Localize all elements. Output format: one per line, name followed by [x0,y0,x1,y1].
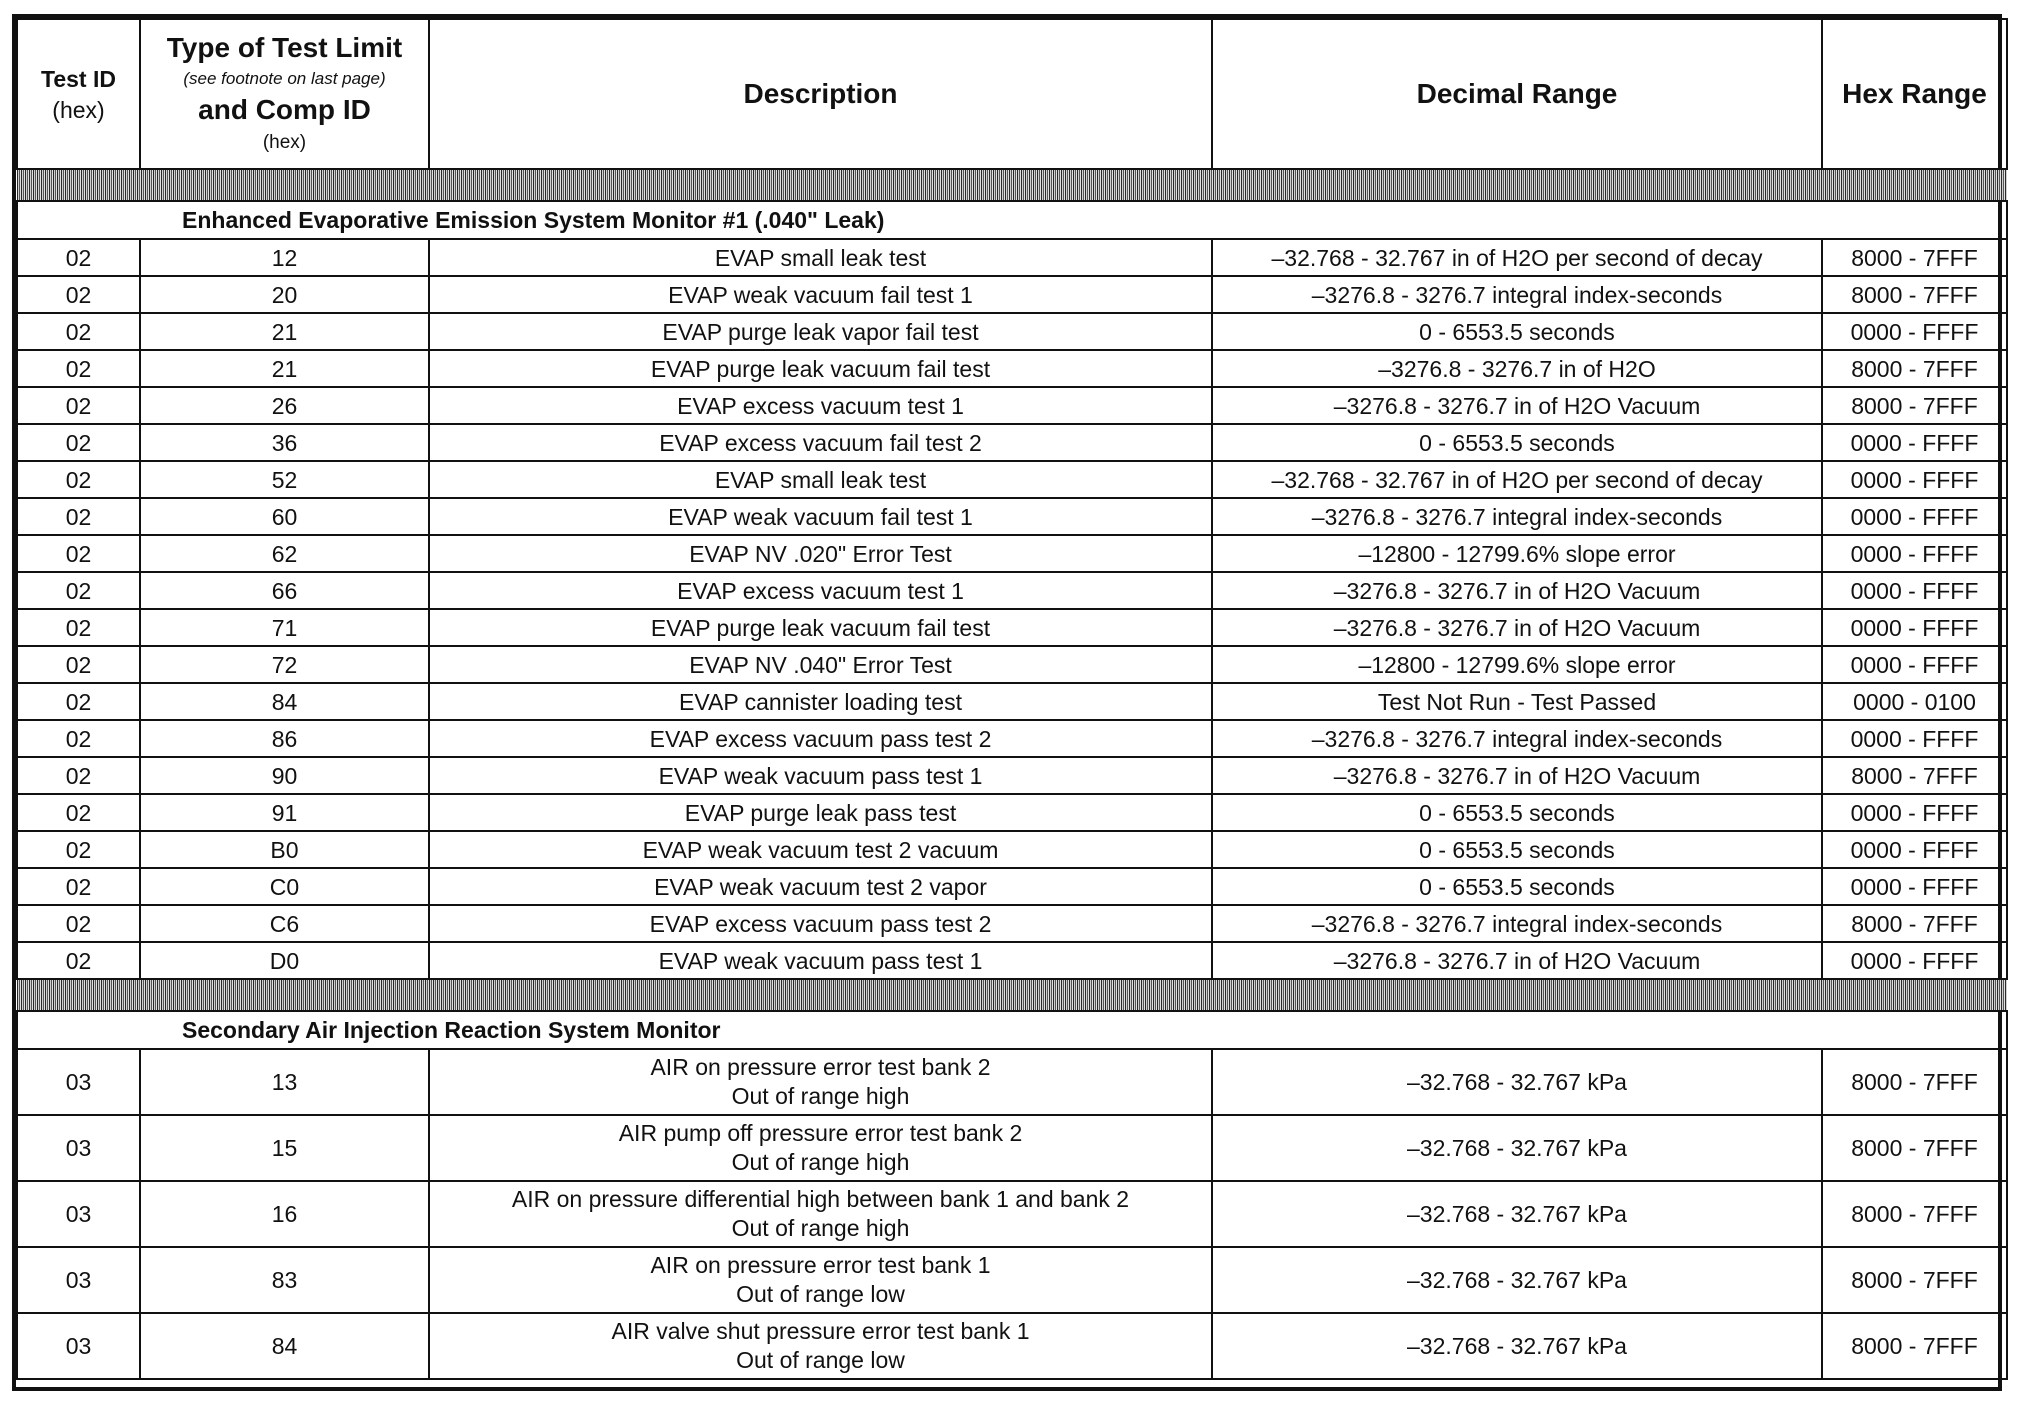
cell-decimal-range: –3276.8 - 3276.7 in of H2O Vacuum [1212,609,1822,646]
cell-description [429,905,1212,942]
cell-description [429,1049,1212,1115]
table-row [17,609,2007,646]
table-row [17,313,2007,350]
cell-decimal-range: –3276.8 - 3276.7 in of H2O Vacuum [1212,572,1822,609]
cell-hex-range: 8000 - 7FFF [1822,239,2007,276]
cell-decimal-range: –3276.8 - 3276.7 in of H2O Vacuum [1212,942,1822,979]
cell-description [429,942,1212,979]
cell-decimal-range: –3276.8 - 3276.7 integral index-seconds [1212,276,1822,313]
cell-hex-range: 0000 - FFFF [1822,868,2007,905]
test-limit-table [16,18,2008,1380]
table-row [17,572,2007,609]
cell-comp-id: 60 [140,498,429,535]
cell-decimal-range: Test Not Run - Test Passed [1212,683,1822,720]
cell-hex-range: 8000 - 7FFF [1822,1247,2007,1313]
cell-description [429,1115,1212,1181]
description-line: AIR on pressure error test bank 1 [650,1252,991,1278]
cell-test-id: 02 [17,387,140,424]
cell-description [429,424,1212,461]
description-line: EVAP NV .040" Error Test [689,651,952,678]
cell-comp-id: 13 [140,1049,429,1115]
table-row [17,276,2007,313]
cell-description [429,831,1212,868]
table-row [17,646,2007,683]
test-limit-table-page [12,14,2002,1391]
description-line: EVAP excess vacuum test 1 [677,392,964,419]
table-row [17,239,2007,276]
table-row [17,720,2007,757]
cell-decimal-range: 0 - 6553.5 seconds [1212,831,1822,868]
cell-decimal-range: –3276.8 - 3276.7 integral index-seconds [1212,720,1822,757]
cell-description [429,646,1212,683]
header-test-id-sub: (hex) [52,97,105,123]
cell-hex-range: 0000 - FFFF [1822,498,2007,535]
cell-decimal-range: 0 - 6553.5 seconds [1212,424,1822,461]
cell-test-id: 02 [17,313,140,350]
description-line: AIR on pressure differential high between bank 1 and bank 2 [511,1186,1130,1212]
cell-description [429,535,1212,572]
cell-test-id: 02 [17,646,140,683]
cell-description [429,1247,1212,1313]
cell-description [429,498,1212,535]
description-line: Out of range low [736,1281,905,1307]
cell-hex-range: 0000 - 0100 [1822,683,2007,720]
table-row [17,942,2007,979]
cell-decimal-range: –32.768 - 32.767 kPa [1212,1115,1822,1181]
cell-test-id: 02 [17,572,140,609]
cell-description [429,350,1212,387]
description-line: EVAP weak vacuum pass test 1 [658,947,983,974]
description-line: EVAP weak vacuum test 2 vapor [654,873,987,900]
description-line: EVAP weak vacuum fail test 1 [668,281,973,308]
cell-comp-id: 12 [140,239,429,276]
cell-hex-range: 0000 - FFFF [1822,646,2007,683]
description-line: EVAP cannister loading test [679,688,962,715]
divider-band-fill [17,979,2007,1011]
cell-decimal-range: –32.768 - 32.767 kPa [1212,1181,1822,1247]
description-line: EVAP small leak test [714,244,927,271]
cell-comp-id: 16 [140,1181,429,1247]
description-line: EVAP excess vacuum fail test 2 [659,429,982,456]
cell-decimal-range: 0 - 6553.5 seconds [1212,313,1822,350]
description-line: EVAP excess vacuum pass test 2 [649,910,992,937]
cell-hex-range: 0000 - FFFF [1822,461,2007,498]
cell-test-id: 02 [17,424,140,461]
cell-decimal-range: –32.768 - 32.767 in of H2O per second of decay [1212,239,1822,276]
cell-description [429,794,1212,831]
cell-decimal-range: –3276.8 - 3276.7 integral index-seconds [1212,498,1822,535]
cell-hex-range: 8000 - 7FFF [1822,276,2007,313]
cell-description [429,683,1212,720]
cell-comp-id: 52 [140,461,429,498]
cell-comp-id: 26 [140,387,429,424]
description-line: EVAP weak vacuum pass test 1 [658,762,983,789]
cell-decimal-range: 0 - 6553.5 seconds [1212,868,1822,905]
cell-comp-id: 71 [140,609,429,646]
cell-test-id: 02 [17,609,140,646]
cell-test-id: 03 [17,1313,140,1379]
table-row [17,1181,2007,1247]
cell-description [429,609,1212,646]
cell-hex-range: 0000 - FFFF [1822,831,2007,868]
table-row [17,1049,2007,1115]
cell-description [429,313,1212,350]
cell-comp-id: D0 [140,942,429,979]
table-row [17,794,2007,831]
cell-description [429,276,1212,313]
cell-decimal-range: –3276.8 - 3276.7 integral index-seconds [1212,905,1822,942]
header-type-sub: (hex) [262,132,307,153]
cell-test-id: 03 [17,1049,140,1115]
cell-comp-id: C6 [140,905,429,942]
description-line: EVAP purge leak vacuum fail test [650,355,991,382]
table-row [17,831,2007,868]
table-row [17,461,2007,498]
cell-test-id: 03 [17,1181,140,1247]
cell-comp-id: 83 [140,1247,429,1313]
cell-test-id: 02 [17,276,140,313]
cell-description [429,239,1212,276]
section-divider-band [17,979,2007,1011]
header-decimal-range: Decimal Range [1212,19,1822,169]
cell-comp-id: 72 [140,646,429,683]
cell-description [429,1181,1212,1247]
header-test-id-label: Test ID [41,66,116,92]
header-type-note: (see footnote on last page) [183,69,386,88]
cell-decimal-range: –3276.8 - 3276.7 in of H2O Vacuum [1212,387,1822,424]
table-row [17,757,2007,794]
cell-test-id: 02 [17,683,140,720]
cell-description [429,572,1212,609]
cell-decimal-range: –3276.8 - 3276.7 in of H2O [1212,350,1822,387]
cell-hex-range: 8000 - 7FFF [1822,905,2007,942]
cell-description [429,1313,1212,1379]
description-line: EVAP small leak test [714,466,927,493]
cell-hex-range: 0000 - FFFF [1822,572,2007,609]
cell-test-id: 03 [17,1247,140,1313]
description-line: EVAP purge leak pass test [684,799,957,826]
cell-hex-range: 8000 - 7FFF [1822,757,2007,794]
cell-hex-range: 0000 - FFFF [1822,313,2007,350]
cell-decimal-range: –3276.8 - 3276.7 in of H2O Vacuum [1212,757,1822,794]
cell-hex-range: 0000 - FFFF [1822,794,2007,831]
table-row [17,387,2007,424]
cell-decimal-range: –32.768 - 32.767 kPa [1212,1049,1822,1115]
description-line: EVAP purge leak vapor fail test [662,318,979,345]
header-row [17,19,2007,169]
description-line: EVAP weak vacuum fail test 1 [668,503,973,530]
cell-comp-id: 62 [140,535,429,572]
cell-hex-range: 0000 - FFFF [1822,942,2007,979]
cell-comp-id: 84 [140,1313,429,1379]
cell-comp-id: 15 [140,1115,429,1181]
header-type-line2: and Comp ID [198,94,371,125]
table-row [17,868,2007,905]
cell-comp-id: 90 [140,757,429,794]
cell-test-id: 02 [17,757,140,794]
cell-test-id: 02 [17,498,140,535]
cell-test-id: 02 [17,905,140,942]
description-line: EVAP NV .020" Error Test [689,540,952,567]
description-line: AIR on pressure error test bank 2 [650,1054,991,1080]
description-line: Out of range low [736,1347,905,1373]
table-row [17,683,2007,720]
header-type-line1: Type of Test Limit [166,32,403,63]
header-type-comp-id [140,19,429,169]
header-hex-range: Hex Range [1822,19,2007,169]
cell-hex-range: 0000 - FFFF [1822,424,2007,461]
cell-description [429,720,1212,757]
table-row [17,1115,2007,1181]
header-test-id [17,19,140,169]
description-line: AIR valve shut pressure error test bank 1 [611,1318,1030,1344]
description-line: EVAP excess vacuum pass test 2 [649,725,992,752]
header-description: Description [429,19,1212,169]
cell-hex-range: 8000 - 7FFF [1822,387,2007,424]
table-row [17,350,2007,387]
cell-comp-id: 86 [140,720,429,757]
cell-comp-id: 91 [140,794,429,831]
table-row [17,1313,2007,1379]
cell-description [429,387,1212,424]
cell-decimal-range: –32.768 - 32.767 kPa [1212,1247,1822,1313]
description-line: EVAP weak vacuum test 2 vacuum [642,836,999,863]
cell-decimal-range: –12800 - 12799.6% slope error [1212,535,1822,572]
cell-test-id: 02 [17,461,140,498]
table-row [17,1247,2007,1313]
cell-hex-range: 8000 - 7FFF [1822,1049,2007,1115]
cell-hex-range: 0000 - FFFF [1822,720,2007,757]
cell-decimal-range: –32.768 - 32.767 kPa [1212,1313,1822,1379]
cell-test-id: 02 [17,831,140,868]
cell-comp-id: C0 [140,868,429,905]
description-line: Out of range high [731,1215,910,1241]
table-row [17,498,2007,535]
cell-comp-id: 36 [140,424,429,461]
section-title-row [17,1011,2007,1049]
cell-test-id: 02 [17,868,140,905]
cell-comp-id: 84 [140,683,429,720]
cell-decimal-range: 0 - 6553.5 seconds [1212,794,1822,831]
section-title: Enhanced Evaporative Emission System Monitor #1 (.040" Leak) [17,201,2007,239]
cell-test-id: 02 [17,350,140,387]
cell-comp-id: 20 [140,276,429,313]
cell-comp-id: 21 [140,350,429,387]
cell-hex-range: 8000 - 7FFF [1822,1181,2007,1247]
section-divider-band [17,169,2007,201]
cell-comp-id: 21 [140,313,429,350]
cell-test-id: 02 [17,535,140,572]
cell-hex-range: 8000 - 7FFF [1822,1313,2007,1379]
cell-description [429,868,1212,905]
description-line: Out of range high [731,1083,910,1109]
cell-hex-range: 8000 - 7FFF [1822,1115,2007,1181]
table-body [17,169,2007,1379]
cell-test-id: 02 [17,239,140,276]
cell-test-id: 02 [17,942,140,979]
description-line: EVAP excess vacuum test 1 [677,577,964,604]
cell-description [429,461,1212,498]
table-row [17,535,2007,572]
description-line: EVAP purge leak vacuum fail test [650,614,991,641]
table-row [17,905,2007,942]
divider-band-fill [17,169,2007,201]
description-line: Out of range high [731,1149,910,1175]
section-title: Secondary Air Injection Reaction System Monitor [17,1011,2007,1049]
cell-hex-range: 0000 - FFFF [1822,609,2007,646]
cell-test-id: 02 [17,794,140,831]
description-line: AIR pump off pressure error test bank 2 [618,1120,1023,1146]
cell-description [429,757,1212,794]
table-row [17,424,2007,461]
cell-decimal-range: –12800 - 12799.6% slope error [1212,646,1822,683]
cell-hex-range: 8000 - 7FFF [1822,350,2007,387]
cell-hex-range: 0000 - FFFF [1822,535,2007,572]
cell-decimal-range: –32.768 - 32.767 in of H2O per second of decay [1212,461,1822,498]
section-title-row [17,201,2007,239]
cell-test-id: 02 [17,720,140,757]
cell-comp-id: 66 [140,572,429,609]
cell-test-id: 03 [17,1115,140,1181]
cell-comp-id: B0 [140,831,429,868]
